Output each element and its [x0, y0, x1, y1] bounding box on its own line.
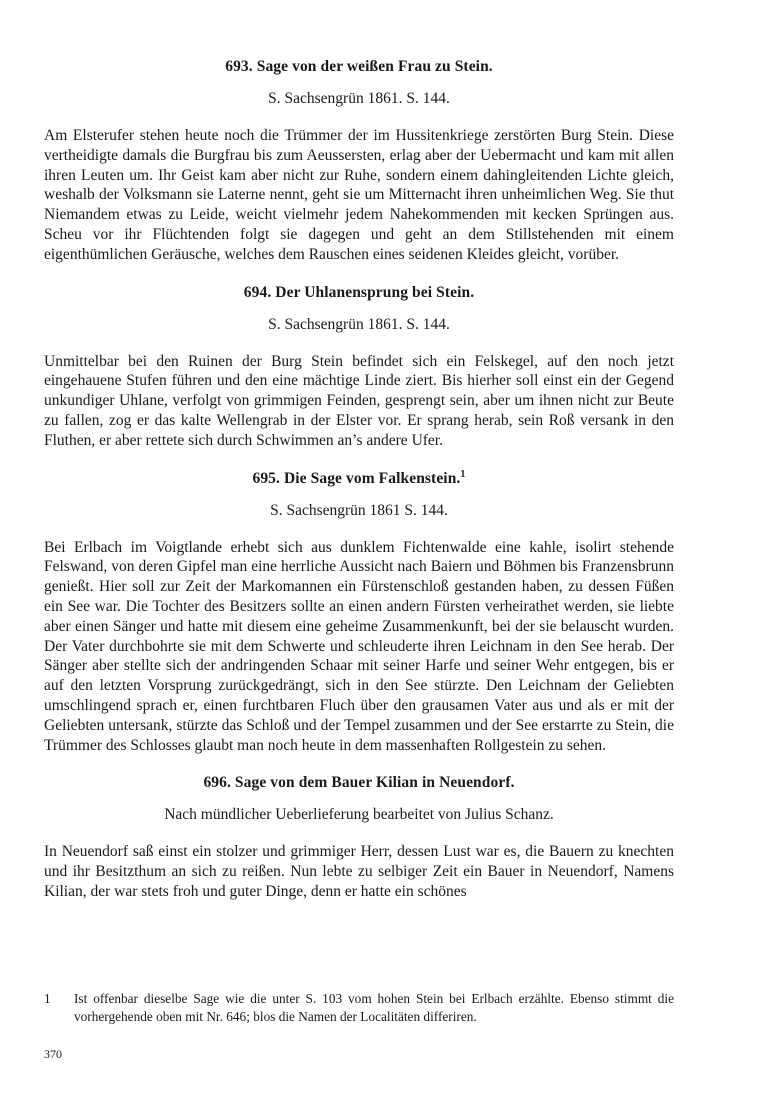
section-694-title: 694. Der Uhlanensprung bei Stein.: [243, 283, 475, 301]
section-693-source: S. Sachsengrün 1861. S. 144.: [268, 90, 450, 107]
section-695-source: S. Sachsengrün 1861 S. 144.: [270, 501, 448, 519]
footnote-ref[interactable]: 1: [460, 468, 466, 480]
footnote: [44, 990, 674, 1026]
section-gap: [44, 755, 674, 772]
page-content: [44, 56, 674, 902]
section-696-source: Nach mündlicher Ueberlieferung bearbeitet von Julius Schanz.: [164, 806, 554, 824]
section-694-text: Unmittelbar bei den Ruinen der Burg Stein befindet sich ein Felskegel, auf den noch jetzt eingehauene Stufen führen und den eine mächtige Linde ziert. Bis hierher soll einst ein der Gegend unkundiger Uhlane, verfolgt von grimmigen Feinden, gesprengt sein, aber um ihnen nicht zur Beute zu fallen, zog er das kalte Wellengrab in der Elster vor. Er sprang herab, sein Roß versank in den Fluthen, er aber rettete sich durch Schwimmen an’s andere Ufer.: [44, 352, 674, 449]
section-696-title: 696. Sage von dem Bauer Kilian in Neuendorf.: [203, 774, 515, 792]
section-695-title: [44, 468, 674, 490]
footnote-text: Ist offenbar dieselbe Sage wie die unter S. 103 vom hohen Stein bei Erlbach erzählte. Ebenso stimmt die vorhergehende oben mit Nr. 646; blos die Namen der Localitäten differiren.: [74, 991, 674, 1024]
section-695-title-text: 695. Die Sage vom Falkenstein.: [252, 469, 461, 487]
section-gap: [44, 451, 674, 468]
page-number: 370: [44, 1047, 62, 1061]
section-gap: [44, 265, 674, 282]
footnote-number: 1: [44, 991, 51, 1006]
section-696-text: In Neuendorf saß einst ein stolzer und grimmiger Herr, dessen Lust war es, die Bauern zu knechten und ihr Besitzthum an sich zu reißen. Nun lebte zu selbiger Zeit ein Bauer in Neuendorf, Namens Kilian, der war stets froh und guter Dinge, denn er hatte ein schönes: [44, 843, 674, 900]
section-694-source: S. Sachsengrün 1861. S. 144.: [268, 315, 450, 333]
section-693-title: 693. Sage von der weißen Frau zu Stein.: [225, 58, 493, 75]
section-695-text: Bei Erlbach im Voigtlande erhebt sich aus dunklem Fichtenwalde eine kahle, isolirt stehende Felswand, von deren Gipfel man eine herrliche Aussicht nach Baiern und Böhmen bis Franzensbrunn genießt. Hier soll zur Zeit der Markomannen ein Fürstenschloß gestanden haben, zu dessen Füßen ein See war. Die Tochter des Besitzers sollte an einen andern Fürsten verheirathet werden, sie liebte aber einen Sänger und hatte mit diesem eine geheime Zusammenkunft, bei der sie belauscht wurden. Der Vater durchbohrte sie mit dem Schwerte und schleuderte ihren Leichnam in den See herab. Der Sänger aber stellte sich der andringenden Schaar mit seiner Harfe und seiner Wehr entgegen, bis er auf den letzten Vorsprung zurückgedrängt, sich in den See stürzte. Den Leichnam der Geliebten umschlingend sprach er, einen furchtbaren Fluch über den grausamen Vater aus und als er mit der Geliebten untersank, stürzte das Schloß und der Tempel zusammen und der See erstarrte zu Stein, die Trümmer des Schlosses glaubt man noch heute in dem massenhaften Rollgestein zu sehen.: [44, 538, 674, 754]
section-693-text: Am Elsterufer stehen heute noch die Trümmer der im Hussitenkriege zerstörten Burg Stein. Diese vertheidigte damals die Burgfrau bis zum Aeussersten, erlag aber der Uebermacht und kam mit allen ihren Leuten um. Ihr Geist kam aber nicht zur Ruhe, sondern einem dahingleitenden Lichte gleich, weshalb der Volksmann sie Laterne nennt, geht sie um Mitternacht ihren unheimlichen Weg. Sie thut Niemandem etwas zu Leide, weicht vielmehr jedem Nahekommenden mit kecken Sprüngen aus. Scheu vor ihr Flüchtenden folgt sie dagegen und geht an dem Stillstehenden mit einem eigenthümlichen Geräusche, welches dem Rauschen eines seidenen Kleides gleicht, vorüber.: [44, 127, 674, 263]
